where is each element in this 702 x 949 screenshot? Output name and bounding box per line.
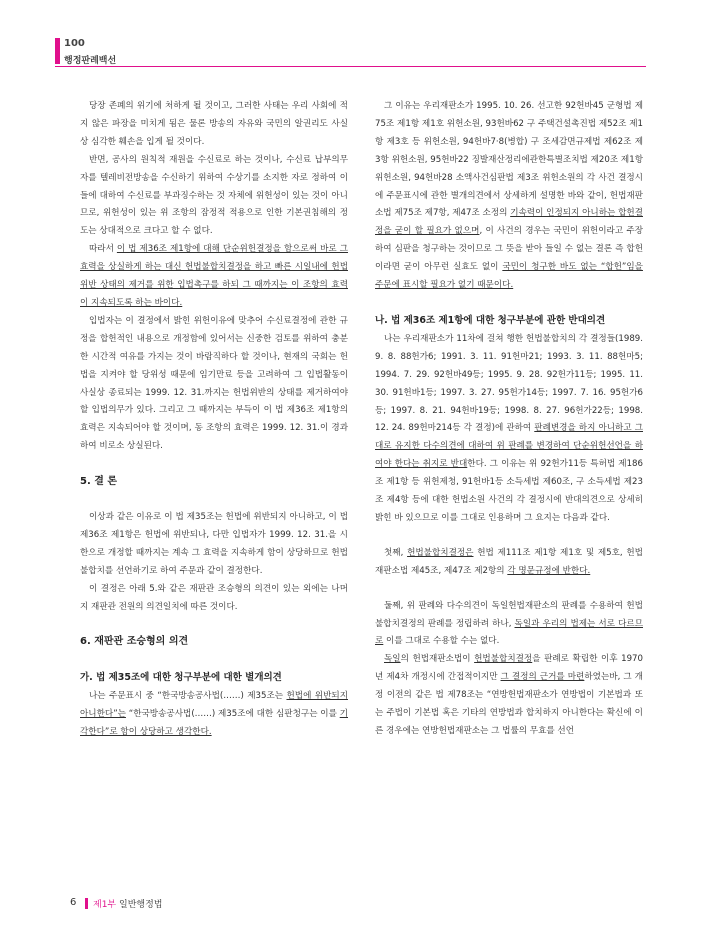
paragraph: 따라서 이 법 제36조 제1항에 대해 단순위헌결정을 함으로써 바로 그 효력을 상실하게 하는 대신 헌법불합치결정을 하고 빠른 시일내에 헌법위반 상태의 제거를 위한 입법촉구를 하되 그 때까지는 이 조항의 효력이 지속되도록 하는 바이다. [80,244,349,308]
underlined-text: 헌법불합치결정은 [407,547,474,558]
underlined-text: 각 명문규정에 반한다. [507,565,591,576]
section-heading-conclusion: 5. 결 론 [80,476,118,488]
paragraph: 이 결정은 아래 5.와 같은 재판관 조승형의 의견이 있는 외에는 나머지 재판관 전원의 의견일치에 따른 것이다. [80,583,348,612]
paragraph: 나는 주문표시 중 “한국방송공사법(……) 제35조는 헌법에 위반되지 아니한다”는 “한국방송공사법(……) 제35조에 대한 심판청구는 이를 기각한다”로 함이 상당하고 생각한다. [80,691,348,738]
footer-accent-bar [85,898,88,909]
footer-part-label: 제1부 [93,900,117,910]
paragraph: 독일의 헌법재판소법이 헌법불합치결정을 판례로 확립한 이후 1970년 제4차 개정시에 간접적이지만 그 결정의 근거를 마련하였는바, 그 개정 이전의 같은 법 제78조는 “연방헌법재판소가 연방법이 기본법과 또는 주법이 기본법 혹은 기타의 연방법과 합치하지 아니한다는 확신에 이른 경우에는 연방헌법재판소는 그 법률의 무효를 선언 [375,654,643,736]
paragraph: 그 이유는 우리재판소가 1995. 10. 26. 선고한 92헌바45 군형법 제75조 제1항 제1호 위헌소원, 93헌바62 구 주택건설촉진법 제52조 제1항 제3호 등 위헌소원, 94헌바7·8(병합) 구 조세감면규제법 제62조 제3항 위헌소원, 95헌바22 징발재산정리에관한특별조치법 제20조 제1항 위헌소원, 94헌바28 소액사건심판법 제3조 위헌소원의 각 사건 결정시에 주문표시에 관한 별개의견에서 상세하게 설명한 바와 같이, 헌법재판소법 제75조 제7항, 제47조 소정의 기속력이 인정되지 아니하는 합헌결정을 굳이 할 필요가 없으며, 이 사건의 경우는 국민이 위헌이라고 주장하여 심판을 청구하는 것이므로 그 뜻을 받아 들일 수 없는 결론 즉 합헌이라면 굳이 아무런 실효도 없이 국민이 청구한 바도 없는 “합헌”임을 주문에 표시할 필요가 없기 때문이다. [375,101,644,291]
footer-page-number: 6 [70,897,77,908]
paragraph: 나는 우리재판소가 11차에 걸쳐 행한 헌법불합치의 각 결정들(1989. 9. 8. 88헌가6; 1991. 3. 11. 91헌마21; 1993. 3. 11. 88헌마5; 1994. 7. 29. 92헌바49등; 1995. 9. 28. 92헌가11등; 1995. 11. 30. 91헌바1등; 1997. 3. 27. 95헌가14등; 1997. 7. 16. 95헌가6등; 1997. 8. 21. 94헌바19등; 1998. 8. 27. 96헌가22등; 1998. 12. 24. 89헌마214등 각 결정)에 관하여 판례변경을 하지 아니하고 그대로 유지한 다수의견에 대하여 위 판례를 변경하여 단순위헌선언을 하여야 한다는 취지로 반대한다. 그 이유는 위 92헌가11등 특허법 제186조 제1항 등 위헌제청, 91헌바1등 소득세법 제60조, 구 소득세법 제23조 제4항 등에 대한 헌법소원 사건의 각 결정시에 반대의견으로 상세히 밝힌 바 있으므로 이를 그대로 인용하며 그 요지는 다음과 같다. [375,333,643,523]
underlined-text: 헌법불합치결정 [474,654,533,665]
underlined-text: 이 법 제36조 제1항에 대해 단순위헌결정을 함으로써 바로 그 효력을 상실하게 하는 대신 헌법불합치결정을 하고 빠른 시일내에 헌법위반 상태의 제거를 위한 입법촉구를 하되 그 때까지는 이 조항의 효력이 지속되도록 하는 바이다. [80,244,349,308]
paragraph: 둘째, 위 판례와 다수의견이 독일헌법재판소의 판례를 수용하여 헌법불합치결정의 판례를 정립하려 하나, 독일과 우리의 법제는 서로 다르므로 이를 그대로 수용할 수는 없다. [375,600,643,647]
underlined-text: 기속력이 인정되지 아니하는 합헌결정을 굳이 할 필요가 없으며 [375,208,643,237]
underlined-text: 그 결정의 근거를 마련 [500,672,585,683]
header-page-number: 100 [64,38,85,49]
underlined-text: 국민이 청구한 바도 없는 “합헌”임을 주문에 표시할 필요가 없기 때문이다. [375,262,643,291]
underlined-text: 독일과 우리의 법제는 서로 다르므로 [375,618,643,647]
header-book-title: 행정판례백선 [64,56,117,66]
subsection-heading: 나. 법 제36조 제1항에 대한 청구부분에 관한 반대의견 [375,314,606,326]
underlined-text: 헌법에 위반되지 아니한다”는 [80,691,348,720]
section-heading-opinion: 6. 재판관 조승형의 의견 [80,636,189,648]
paragraph: 반면, 공사의 원칙적 재원을 수신료로 하는 것이나, 수신료 납부의무자를 텔레비전방송을 수신하기 위하여 수상기를 소지한 자로 정하여 이들에 대하여 수신료를 부과징수하는 것 자체에 위헌성이 있는 것이 아니므로, 위헌성이 있는 위 조항의 잠정적 적용으로 인한 기본권침해의 정도는 상대적으로 크다고 할 수 없다. [80,154,348,237]
paragraph: 당장 존폐의 위기에 처하게 될 것이고, 그러한 사태는 우리 사회에 적지 않은 파장을 미치게 됨은 물론 방송의 자유와 국민의 알권리도 사실상 심각한 훼손을 입게 될 것이다. [80,101,348,147]
header-accent-bar [55,38,60,64]
subsection-heading: 가. 법 제35조에 대한 청구부분에 대한 별개의견 [80,672,282,684]
right-column [375,98,643,741]
paragraph: 입법자는 이 결정에서 밝힌 위헌이유에 맞추어 수신료결정에 관한 규정을 합헌적인 내용으로 개정함에 있어서는 신중한 검토를 위하여 충분한 시간적 여유를 가지는 것이 바람직하다 할 것이나, 현재의 국회는 헌법을 지켜야 할 당위성 때문에 임기만료 등을 고려하여 그 입법활동이 사실상 종료되는 1999. 12. 31.까지는 헌법위반의 상태를 제거하여야 할 입법의무가 있다. 그리고 그 때까지는 부득이 이 법 제36조 제1항의 효력은 지속되어야 할 것이며, 동 조항의 효력은 1999. 12. 31.이 경과하여 비로소 상실된다. [80,315,348,452]
underlined-text: 독일 [384,654,401,665]
paragraph: 이상과 같은 이유로 이 법 제35조는 헌법에 위반되지 아니하고, 이 법 제36조 제1항은 헌법에 위반되나, 다만 입법자가 1999. 12. 31.을 시한으로 개정할 때까지는 계속 그 효력을 지속하게 함이 상당하므로 헌법불합치를 선언하기로 하여 주문과 같이 결정한다. [80,512,348,576]
underlined-text: 판례변경을 하지 아니하고 그대로 유지한 다수의견에 대하여 위 판례를 변경하여 단순위헌선언을 하여야 한다는 취지로 반대 [375,423,643,470]
paragraph: 첫째, 헌법불합치결정은 헌법 제111조 제1항 제1호 및 제5호, 헌법재판소법 제45조, 제47조 제2항의 각 명문규정에 반한다. [375,547,643,576]
header-rule [55,66,646,67]
underlined-text: 기각한다”로 함이 상당하고 생각한다. [80,709,348,738]
footer-section-label: 일반행정법 [119,900,163,910]
left-column [80,98,348,742]
